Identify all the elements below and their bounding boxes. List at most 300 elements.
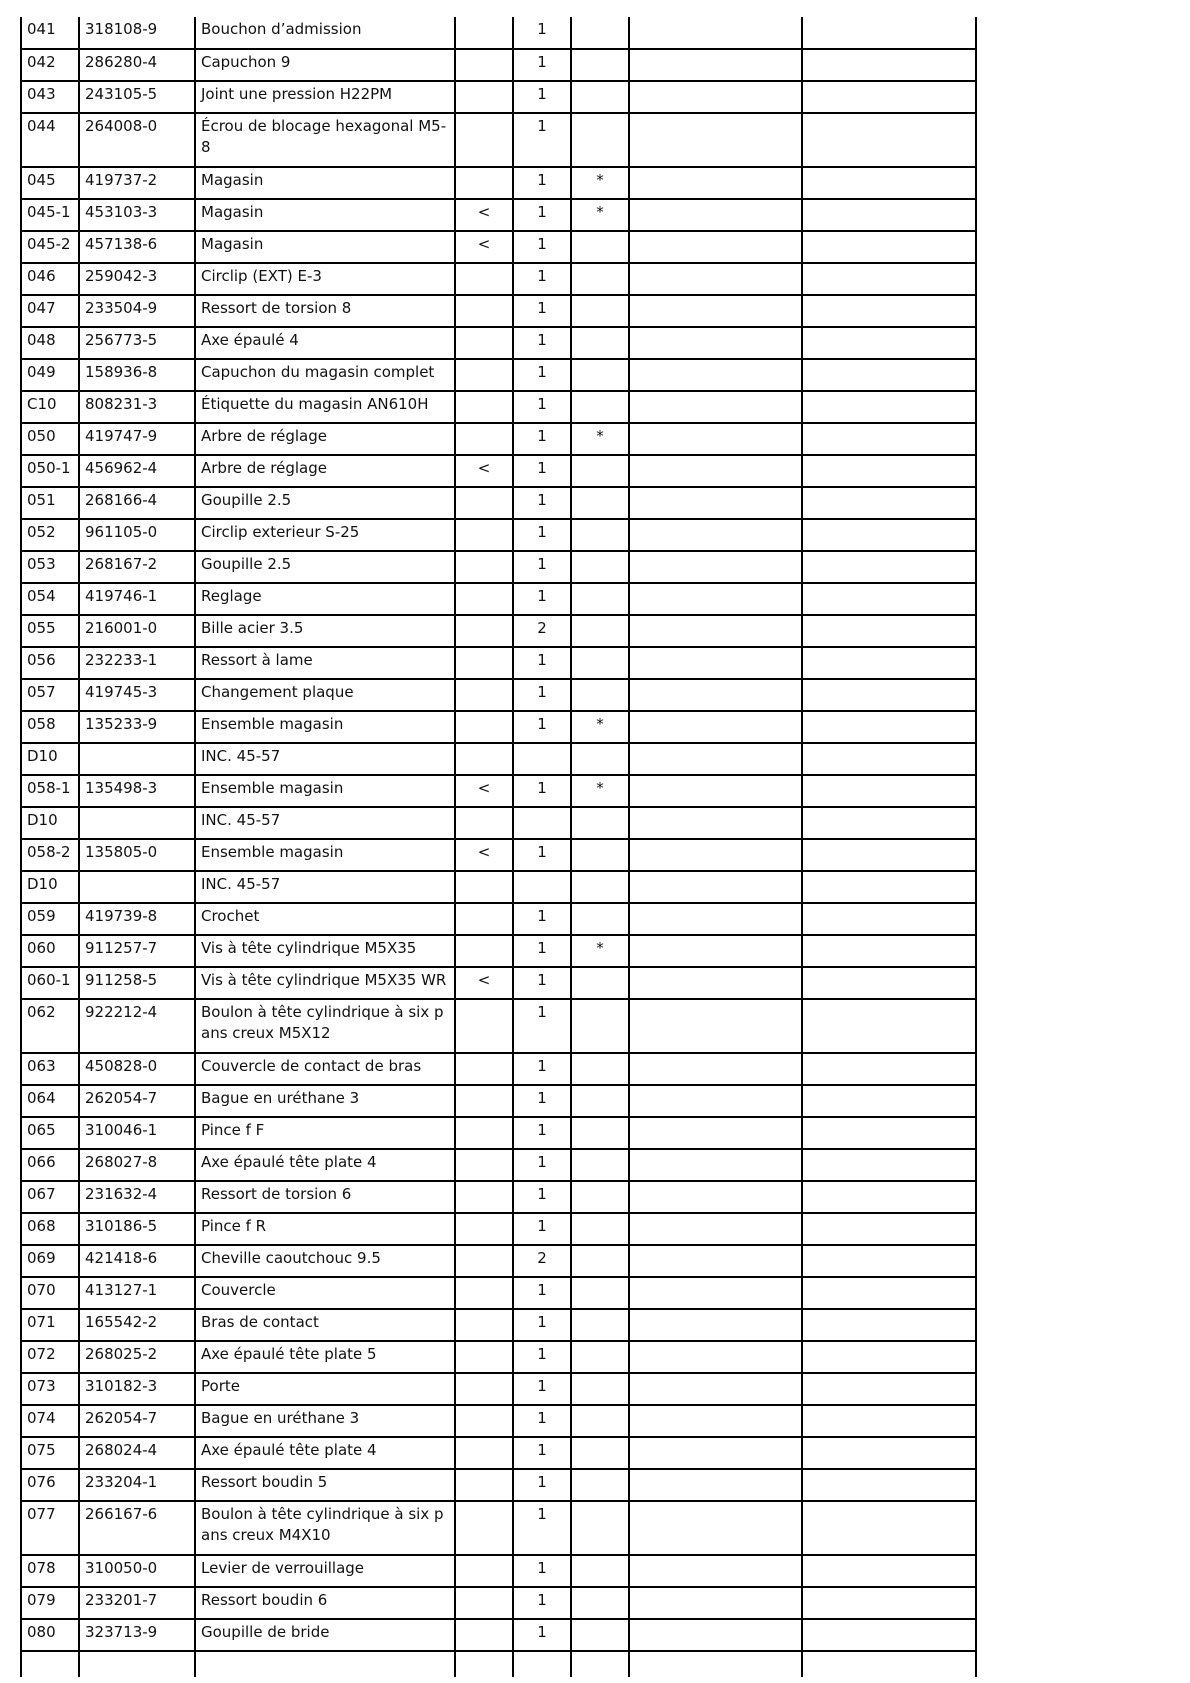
ref-no-cell: 075 (21, 1437, 79, 1469)
part-no-cell: 419746-1 (79, 583, 195, 615)
quantity-cell: 1 (513, 1277, 571, 1309)
note-mark-cell (571, 81, 629, 113)
note-mark-cell (571, 391, 629, 423)
table-row (21, 1213, 976, 1245)
empty-cell (629, 551, 802, 583)
description-cell: Bille acier 3.5 (195, 615, 455, 647)
change-mark-cell (455, 807, 513, 839)
empty-cell (629, 1277, 802, 1309)
quantity-cell: 1 (513, 295, 571, 327)
note-mark-cell (571, 1619, 629, 1651)
description-cell: Goupille 2.5 (195, 487, 455, 519)
quantity-cell: 1 (513, 583, 571, 615)
note-mark-cell (571, 263, 629, 295)
ref-no-cell: 045-2 (21, 231, 79, 263)
part-no-cell: 310186-5 (79, 1213, 195, 1245)
note-mark-cell (571, 295, 629, 327)
part-no-cell: 268167-2 (79, 551, 195, 583)
empty-cell (802, 1149, 976, 1181)
quantity-cell: 1 (513, 1117, 571, 1149)
table-row (21, 903, 976, 935)
note-mark-cell (571, 1213, 629, 1245)
ref-no-cell: 043 (21, 81, 79, 113)
empty-cell (802, 231, 976, 263)
ref-no-cell: 067 (21, 1181, 79, 1213)
empty-cell (629, 1181, 802, 1213)
empty-cell (629, 967, 802, 999)
note-mark-cell (571, 1117, 629, 1149)
part-no-cell: 232233-1 (79, 647, 195, 679)
ref-no-cell: 058-1 (21, 775, 79, 807)
description-cell: Porte (195, 1373, 455, 1405)
description-cell: Ressort à lame (195, 647, 455, 679)
empty-cell (629, 999, 802, 1053)
change-mark-cell (455, 583, 513, 615)
note-mark-cell (571, 1245, 629, 1277)
note-mark-cell (571, 551, 629, 583)
ref-no-cell: 066 (21, 1149, 79, 1181)
part-no-cell (79, 871, 195, 903)
table-row (21, 1555, 976, 1587)
empty-cell (802, 551, 976, 583)
description-cell: Vis à tête cylindrique M5X35 WR (195, 967, 455, 999)
part-no-cell: 911257-7 (79, 935, 195, 967)
change-mark-cell (455, 615, 513, 647)
change-mark-cell (455, 1373, 513, 1405)
parts-list-table (20, 17, 977, 1677)
change-mark-cell: < (455, 775, 513, 807)
ref-no-cell: 060-1 (21, 967, 79, 999)
change-mark-cell: < (455, 231, 513, 263)
empty-cell (629, 1405, 802, 1437)
change-mark-cell (455, 1341, 513, 1373)
note-mark-cell (571, 327, 629, 359)
table-row (21, 839, 976, 871)
quantity-cell: 1 (513, 487, 571, 519)
ref-no-cell: 045-1 (21, 199, 79, 231)
empty-cell (802, 423, 976, 455)
ref-no-cell: 065 (21, 1117, 79, 1149)
change-mark-cell (455, 743, 513, 775)
part-no-cell: 911258-5 (79, 967, 195, 999)
description-cell: INC. 45-57 (195, 743, 455, 775)
note-mark-cell (571, 839, 629, 871)
table-row (21, 423, 976, 455)
empty-cell (629, 81, 802, 113)
empty-cell (802, 1085, 976, 1117)
change-mark-cell (455, 1501, 513, 1555)
note-mark-cell: * (571, 711, 629, 743)
empty-cell (629, 1149, 802, 1181)
table-row (21, 1117, 976, 1149)
note-mark-cell (571, 1149, 629, 1181)
note-mark-cell (571, 1555, 629, 1587)
empty-cell (802, 903, 976, 935)
table-row (21, 1309, 976, 1341)
quantity-cell: 1 (513, 391, 571, 423)
ref-no-cell: 058 (21, 711, 79, 743)
part-no-cell: 419745-3 (79, 679, 195, 711)
quantity-cell: 2 (513, 615, 571, 647)
empty-cell (629, 1309, 802, 1341)
empty-cell (802, 615, 976, 647)
ref-no-cell: 076 (21, 1469, 79, 1501)
description-cell: Bague en uréthane 3 (195, 1085, 455, 1117)
empty-cell (802, 1213, 976, 1245)
change-mark-cell (455, 551, 513, 583)
ref-no-cell: 050-1 (21, 455, 79, 487)
ref-no-cell: 042 (21, 49, 79, 81)
description-cell: Magasin (195, 231, 455, 263)
part-no-cell: 262054-7 (79, 1405, 195, 1437)
empty-cell (629, 743, 802, 775)
change-mark-cell (455, 1309, 513, 1341)
note-mark-cell (571, 1085, 629, 1117)
table-row (21, 359, 976, 391)
change-mark-cell (455, 1053, 513, 1085)
quantity-cell: 1 (513, 49, 571, 81)
empty-cell (629, 49, 802, 81)
table-row (21, 679, 976, 711)
empty-cell (629, 167, 802, 199)
description-cell: Goupille 2.5 (195, 551, 455, 583)
table-row (21, 615, 976, 647)
table-row (21, 967, 976, 999)
ref-no-cell: 073 (21, 1373, 79, 1405)
empty-cell (629, 455, 802, 487)
parts-list-body (21, 17, 976, 1677)
description-cell: Ensemble magasin (195, 775, 455, 807)
empty-cell (629, 231, 802, 263)
table-row (21, 17, 976, 49)
part-no-cell: 268027-8 (79, 1149, 195, 1181)
empty-cell (629, 871, 802, 903)
table-row (21, 1501, 976, 1555)
quantity-cell: 1 (513, 423, 571, 455)
empty-cell (802, 263, 976, 295)
note-mark-cell (571, 1277, 629, 1309)
quantity-cell: 1 (513, 967, 571, 999)
table-row (21, 999, 976, 1053)
table-row (21, 455, 976, 487)
change-mark-cell (455, 423, 513, 455)
empty-cell (802, 1405, 976, 1437)
quantity-cell: 1 (513, 17, 571, 49)
change-mark-cell (455, 487, 513, 519)
note-mark-cell (571, 1341, 629, 1373)
note-mark-cell (571, 871, 629, 903)
note-mark-cell (571, 455, 629, 487)
empty-cell (802, 583, 976, 615)
note-mark-cell (571, 1181, 629, 1213)
table-row (21, 583, 976, 615)
table-row (21, 551, 976, 583)
description-cell: Capuchon du magasin complet (195, 359, 455, 391)
quantity-cell: 1 (513, 263, 571, 295)
empty-cell (629, 391, 802, 423)
note-mark-cell (571, 1587, 629, 1619)
empty-cell (629, 1619, 802, 1651)
note-mark-cell: * (571, 423, 629, 455)
quantity-cell: 1 (513, 199, 571, 231)
description-cell: Écrou de blocage hexagonal M5-8 (195, 113, 455, 167)
empty-cell (629, 1117, 802, 1149)
empty-cell (629, 679, 802, 711)
quantity-cell: 1 (513, 327, 571, 359)
table-row (21, 1149, 976, 1181)
part-no-cell: 165542-2 (79, 1309, 195, 1341)
empty-cell (802, 455, 976, 487)
note-mark-cell (571, 679, 629, 711)
change-mark-cell (455, 999, 513, 1053)
ref-no-cell: 080 (21, 1619, 79, 1651)
part-no-cell (79, 1651, 195, 1677)
part-no-cell: 268166-4 (79, 487, 195, 519)
empty-cell (802, 1181, 976, 1213)
empty-cell (629, 263, 802, 295)
change-mark-cell (455, 519, 513, 551)
empty-cell (802, 1619, 976, 1651)
change-mark-cell (455, 359, 513, 391)
description-cell: INC. 45-57 (195, 807, 455, 839)
empty-cell (629, 295, 802, 327)
empty-cell (802, 167, 976, 199)
ref-no-cell: 051 (21, 487, 79, 519)
ref-no-cell (21, 1651, 79, 1677)
quantity-cell: 1 (513, 935, 571, 967)
change-mark-cell (455, 1469, 513, 1501)
table-row (21, 1651, 976, 1677)
ref-no-cell: D10 (21, 743, 79, 775)
quantity-cell: 1 (513, 999, 571, 1053)
table-row (21, 1373, 976, 1405)
empty-cell (802, 679, 976, 711)
empty-cell (629, 839, 802, 871)
empty-cell (629, 327, 802, 359)
part-no-cell: 419747-9 (79, 423, 195, 455)
part-no-cell (79, 743, 195, 775)
table-row (21, 1619, 976, 1651)
empty-cell (802, 999, 976, 1053)
table-row (21, 199, 976, 231)
table-row (21, 1181, 976, 1213)
table-row (21, 263, 976, 295)
change-mark-cell (455, 1277, 513, 1309)
note-mark-cell (571, 647, 629, 679)
part-no-cell: 233201-7 (79, 1587, 195, 1619)
note-mark-cell: * (571, 935, 629, 967)
empty-cell (629, 711, 802, 743)
empty-cell (629, 1651, 802, 1677)
ref-no-cell: 056 (21, 647, 79, 679)
empty-cell (802, 967, 976, 999)
description-cell: Circlip exterieur S-25 (195, 519, 455, 551)
change-mark-cell (455, 49, 513, 81)
note-mark-cell: * (571, 775, 629, 807)
ref-no-cell: C10 (21, 391, 79, 423)
quantity-cell: 1 (513, 551, 571, 583)
empty-cell (629, 1245, 802, 1277)
part-no-cell (79, 807, 195, 839)
note-mark-cell: * (571, 167, 629, 199)
quantity-cell: 1 (513, 1437, 571, 1469)
empty-cell (629, 487, 802, 519)
table-row (21, 775, 976, 807)
ref-no-cell: 077 (21, 1501, 79, 1555)
table-row (21, 1437, 976, 1469)
change-mark-cell (455, 327, 513, 359)
ref-no-cell: 063 (21, 1053, 79, 1085)
description-cell: Joint une pression H22PM (195, 81, 455, 113)
ref-no-cell: 055 (21, 615, 79, 647)
quantity-cell: 1 (513, 1181, 571, 1213)
ref-no-cell: 053 (21, 551, 79, 583)
quantity-cell: 1 (513, 1587, 571, 1619)
part-no-cell: 453103-3 (79, 199, 195, 231)
empty-cell (802, 839, 976, 871)
note-mark-cell (571, 583, 629, 615)
part-no-cell: 318108-9 (79, 17, 195, 49)
description-cell: Bouchon d’admission (195, 17, 455, 49)
part-no-cell: 268025-2 (79, 1341, 195, 1373)
table-row (21, 81, 976, 113)
empty-cell (629, 1501, 802, 1555)
ref-no-cell: 069 (21, 1245, 79, 1277)
quantity-cell: 1 (513, 1085, 571, 1117)
change-mark-cell (455, 679, 513, 711)
part-no-cell: 421418-6 (79, 1245, 195, 1277)
ref-no-cell: 064 (21, 1085, 79, 1117)
empty-cell (802, 871, 976, 903)
quantity-cell (513, 743, 571, 775)
part-no-cell: 310050-0 (79, 1555, 195, 1587)
note-mark-cell (571, 359, 629, 391)
empty-cell (629, 903, 802, 935)
empty-cell (802, 359, 976, 391)
table-row (21, 871, 976, 903)
part-no-cell: 264008-0 (79, 113, 195, 167)
part-no-cell: 310046-1 (79, 1117, 195, 1149)
part-no-cell: 419739-8 (79, 903, 195, 935)
quantity-cell: 1 (513, 1053, 571, 1085)
empty-cell (629, 423, 802, 455)
description-cell: Bague en uréthane 3 (195, 1405, 455, 1437)
note-mark-cell (571, 1437, 629, 1469)
table-row (21, 1085, 976, 1117)
description-cell: Ressort de torsion 6 (195, 1181, 455, 1213)
table-row (21, 935, 976, 967)
description-cell: Ressort boudin 5 (195, 1469, 455, 1501)
part-no-cell: 231632-4 (79, 1181, 195, 1213)
change-mark-cell (455, 81, 513, 113)
change-mark-cell (455, 263, 513, 295)
note-mark-cell: * (571, 199, 629, 231)
description-cell: Couvercle (195, 1277, 455, 1309)
empty-cell (802, 487, 976, 519)
note-mark-cell (571, 487, 629, 519)
quantity-cell: 1 (513, 359, 571, 391)
part-no-cell: 456962-4 (79, 455, 195, 487)
description-cell: Ressort de torsion 8 (195, 295, 455, 327)
part-no-cell: 135498-3 (79, 775, 195, 807)
part-no-cell: 243105-5 (79, 81, 195, 113)
table-row (21, 519, 976, 551)
description-cell: Vis à tête cylindrique M5X35 (195, 935, 455, 967)
quantity-cell: 1 (513, 839, 571, 871)
part-no-cell: 216001-0 (79, 615, 195, 647)
empty-cell (802, 711, 976, 743)
change-mark-cell (455, 871, 513, 903)
quantity-cell (513, 871, 571, 903)
empty-cell (629, 647, 802, 679)
quantity-cell: 1 (513, 1149, 571, 1181)
change-mark-cell (455, 295, 513, 327)
note-mark-cell (571, 17, 629, 49)
table-row (21, 1587, 976, 1619)
empty-cell (629, 935, 802, 967)
description-cell: Magasin (195, 167, 455, 199)
empty-cell (802, 295, 976, 327)
quantity-cell: 1 (513, 903, 571, 935)
quantity-cell: 1 (513, 1341, 571, 1373)
table-row (21, 487, 976, 519)
description-cell: Ressort boudin 6 (195, 1587, 455, 1619)
change-mark-cell (455, 1587, 513, 1619)
empty-cell (629, 1341, 802, 1373)
empty-cell (802, 1437, 976, 1469)
note-mark-cell (571, 903, 629, 935)
ref-no-cell: 072 (21, 1341, 79, 1373)
empty-cell (629, 775, 802, 807)
empty-cell (802, 935, 976, 967)
ref-no-cell: 054 (21, 583, 79, 615)
change-mark-cell (455, 1213, 513, 1245)
table-row (21, 113, 976, 167)
empty-cell (802, 17, 976, 49)
part-no-cell: 419737-2 (79, 167, 195, 199)
part-no-cell: 457138-6 (79, 231, 195, 263)
part-no-cell: 286280-4 (79, 49, 195, 81)
ref-no-cell: 044 (21, 113, 79, 167)
ref-no-cell: 046 (21, 263, 79, 295)
description-cell: Cheville caoutchouc 9.5 (195, 1245, 455, 1277)
empty-cell (802, 1555, 976, 1587)
table-row (21, 391, 976, 423)
change-mark-cell (455, 1651, 513, 1677)
ref-no-cell: 047 (21, 295, 79, 327)
empty-cell (629, 1085, 802, 1117)
description-cell: Couvercle de contact de bras (195, 1053, 455, 1085)
part-no-cell: 266167-6 (79, 1501, 195, 1555)
change-mark-cell (455, 647, 513, 679)
quantity-cell: 1 (513, 1405, 571, 1437)
change-mark-cell (455, 1555, 513, 1587)
table-row (21, 49, 976, 81)
table-row (21, 327, 976, 359)
change-mark-cell (455, 935, 513, 967)
note-mark-cell (571, 1053, 629, 1085)
change-mark-cell (455, 1181, 513, 1213)
part-no-cell: 310182-3 (79, 1373, 195, 1405)
note-mark-cell (571, 113, 629, 167)
description-cell: Axe épaulé tête plate 4 (195, 1149, 455, 1181)
table-row (21, 1341, 976, 1373)
change-mark-cell (455, 1149, 513, 1181)
empty-cell (802, 1309, 976, 1341)
part-no-cell: 808231-3 (79, 391, 195, 423)
empty-cell (802, 49, 976, 81)
change-mark-cell (455, 1117, 513, 1149)
